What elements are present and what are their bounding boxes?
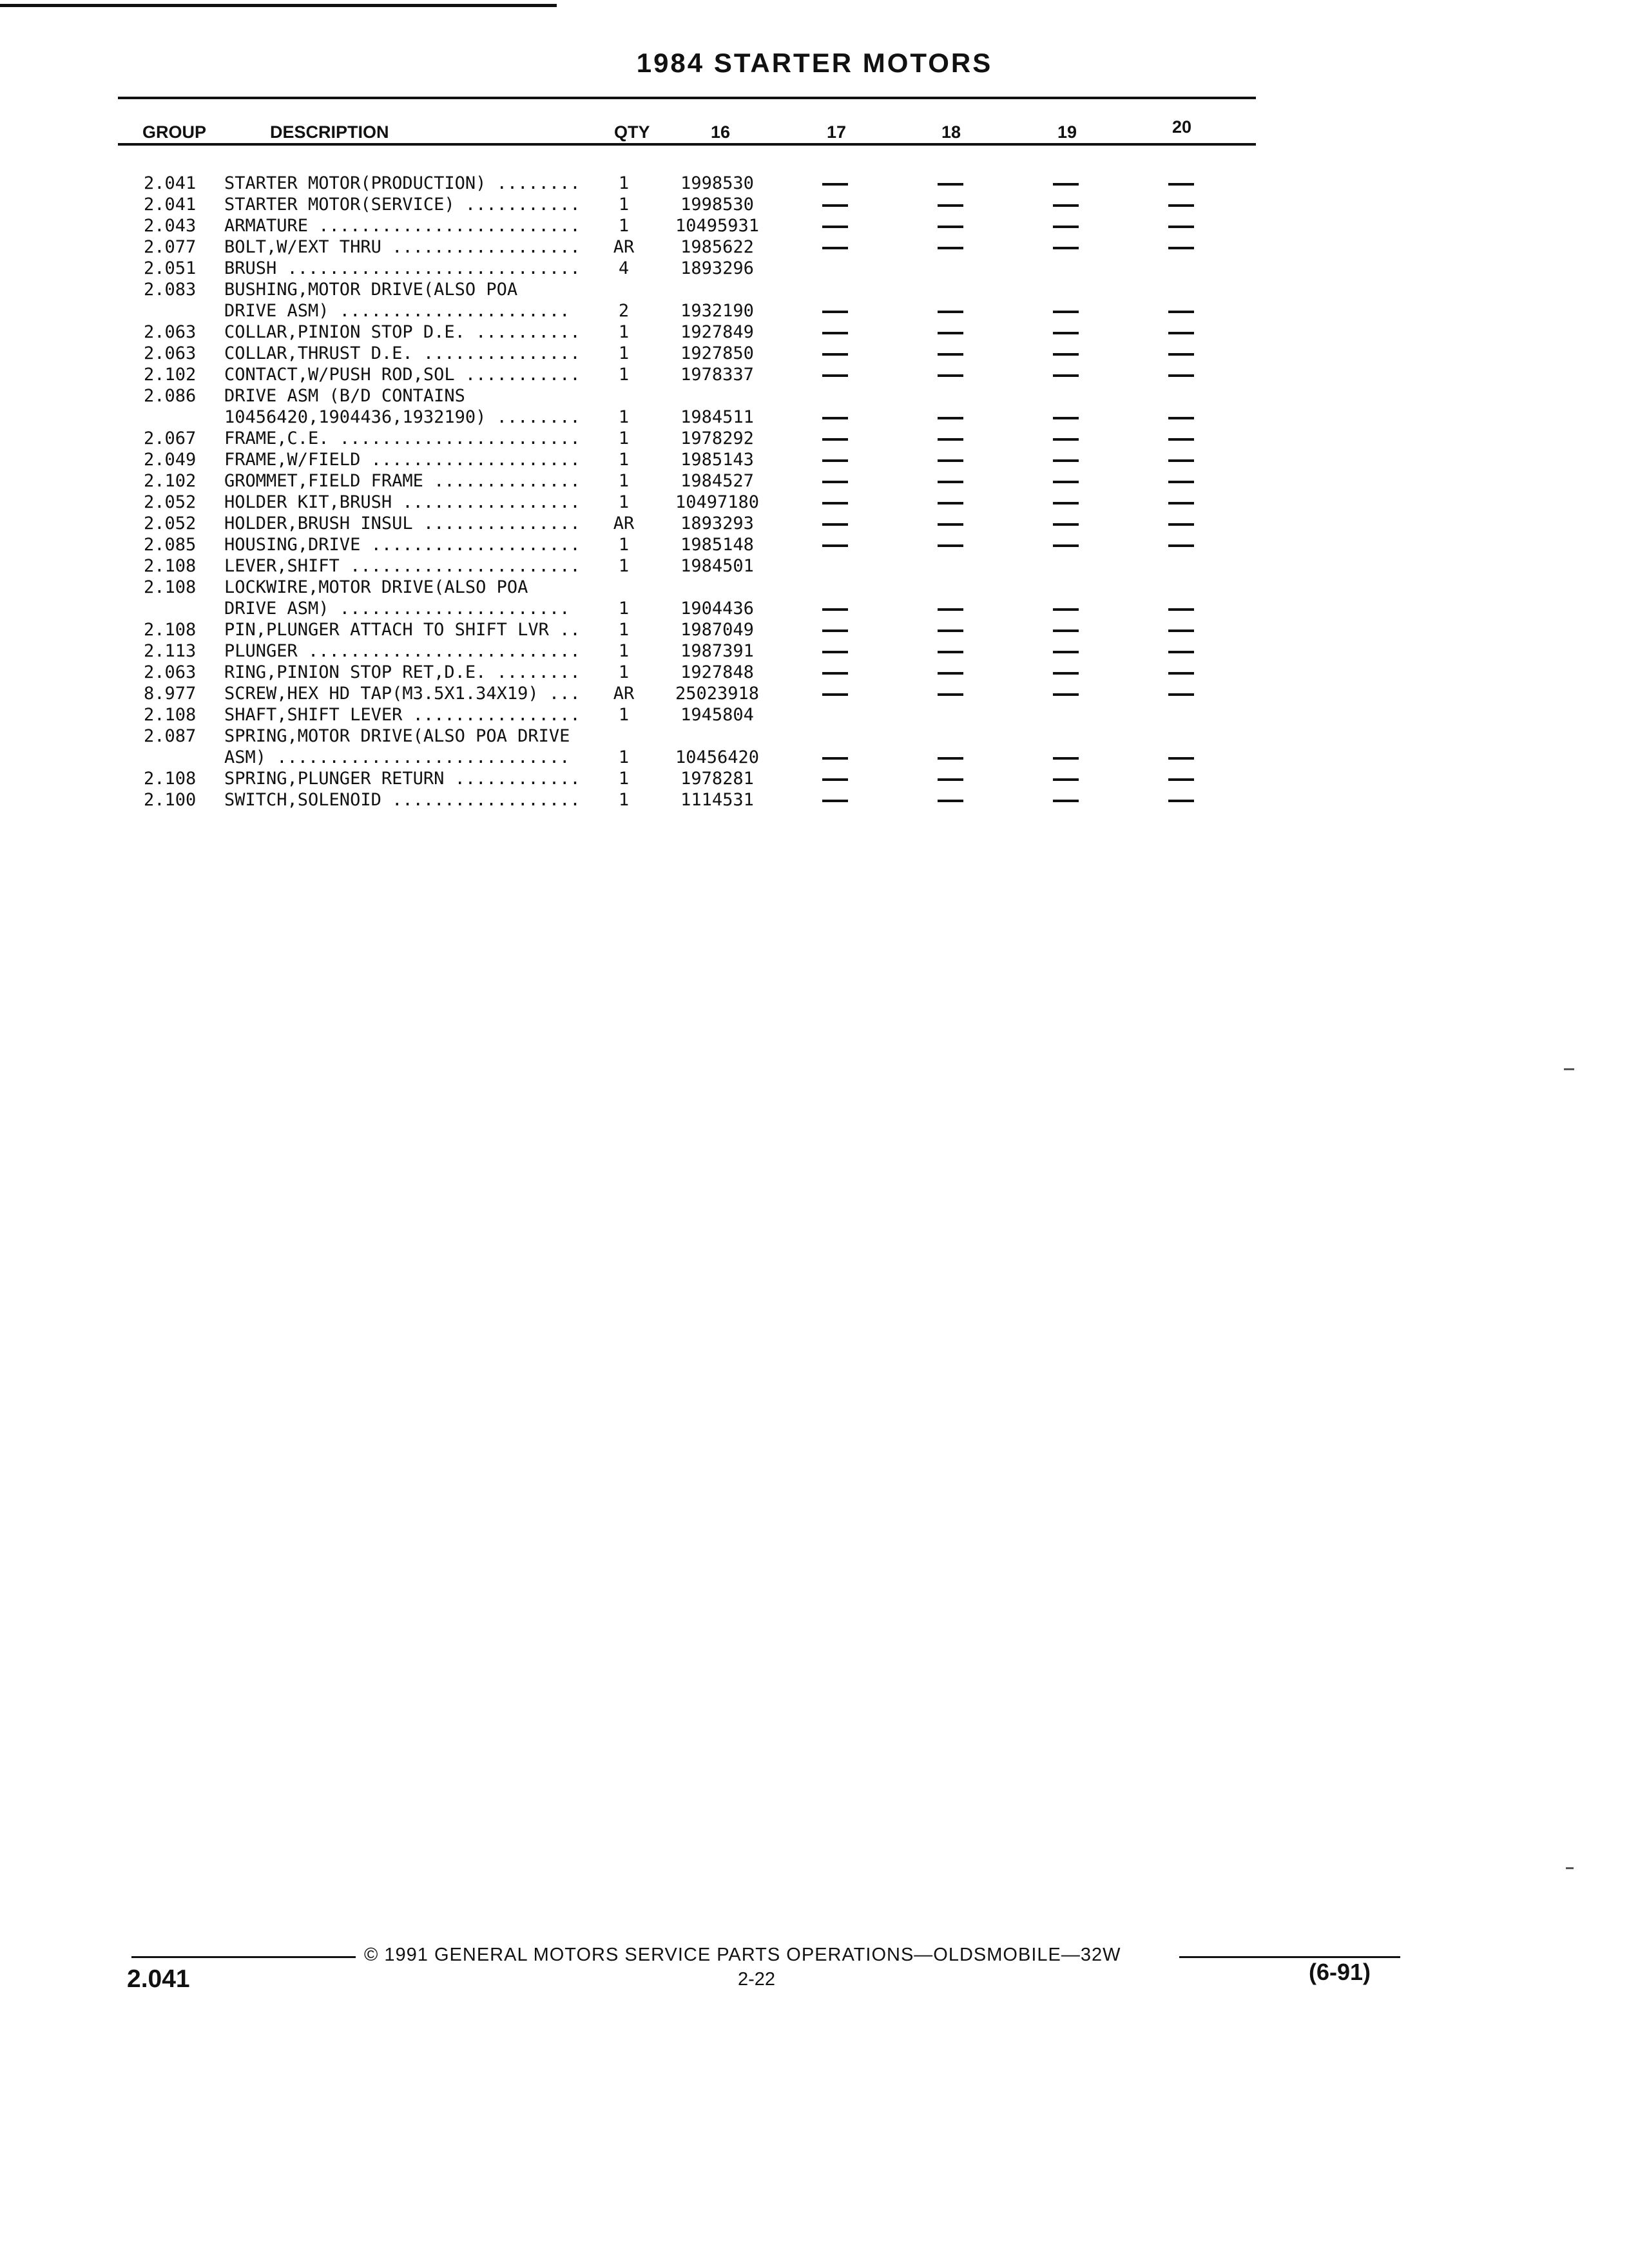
- description-cell: SHAFT,SHIFT LEVER ................: [224, 705, 581, 725]
- same-as-dash: [938, 417, 963, 419]
- same-as-dash: [938, 651, 963, 653]
- qty-cell: 1: [618, 471, 630, 491]
- table-row: [118, 215, 1256, 236]
- description-cell: BOLT,W/EXT THRU ..................: [224, 237, 581, 257]
- same-as-dash: [822, 247, 848, 249]
- revision-date: (6-91): [1309, 1959, 1371, 1985]
- qty-cell: 1: [618, 747, 630, 767]
- group-cell: 2.049: [144, 450, 197, 470]
- part-number-cell: 1893296: [680, 258, 754, 278]
- same-as-dash: [1168, 204, 1194, 207]
- group-cell: 2.108: [144, 769, 197, 789]
- same-as-dash: [822, 651, 848, 653]
- qty-cell: 1: [618, 492, 630, 512]
- same-as-dash: [1053, 608, 1079, 611]
- description-cell: LEVER,SHIFT ......................: [224, 556, 581, 576]
- same-as-dash: [822, 481, 848, 483]
- header-19: 19: [1057, 122, 1077, 142]
- part-number-cell: 10497180: [675, 492, 760, 512]
- table-row: [118, 640, 1256, 662]
- same-as-dash: [1168, 332, 1194, 334]
- scan-mark: [1566, 1867, 1574, 1869]
- table-row: [118, 300, 1256, 322]
- same-as-dash: [1168, 247, 1194, 249]
- qty-cell: 1: [618, 195, 630, 215]
- same-as-dash: [1053, 693, 1079, 696]
- same-as-dash: [822, 459, 848, 462]
- qty-cell: 1: [618, 365, 630, 385]
- header-16: 16: [711, 122, 731, 142]
- same-as-dash: [938, 502, 963, 505]
- description-cell: CONTACT,W/PUSH ROD,SOL ...........: [224, 365, 581, 385]
- same-as-dash: [1168, 481, 1194, 483]
- part-number-cell: 10495931: [675, 216, 760, 236]
- same-as-dash: [1168, 800, 1194, 802]
- page-number: 2-22: [738, 1969, 776, 1990]
- part-number-cell: 1984527: [680, 471, 754, 491]
- same-as-dash: [1053, 311, 1079, 313]
- description-cell: SWITCH,SOLENOID ..................: [224, 790, 581, 810]
- qty-cell: 1: [618, 620, 630, 640]
- same-as-dash: [822, 226, 848, 228]
- description-cell: RING,PINION STOP RET,D.E. ........: [224, 662, 581, 682]
- qty-cell: AR: [613, 684, 635, 704]
- same-as-dash: [938, 311, 963, 313]
- qty-cell: 1: [618, 662, 630, 682]
- qty-cell: 1: [618, 173, 630, 193]
- group-cell: 2.108: [144, 556, 197, 576]
- table-row: [118, 726, 1256, 747]
- table-row: [118, 236, 1256, 258]
- description-cell: ASM) ............................: [224, 747, 570, 767]
- group-cell: 2.041: [144, 195, 197, 215]
- description-cell: HOUSING,DRIVE ....................: [224, 535, 581, 555]
- same-as-dash: [822, 544, 848, 547]
- same-as-dash: [938, 247, 963, 249]
- description-cell: PLUNGER ..........................: [224, 641, 581, 661]
- same-as-dash: [822, 183, 848, 186]
- part-number-cell: 1927848: [680, 662, 754, 682]
- qty-cell: 1: [618, 322, 630, 342]
- part-number-cell: 10456420: [675, 747, 760, 767]
- group-cell: 2.063: [144, 322, 197, 342]
- same-as-dash: [822, 438, 848, 441]
- scan-mark: [1564, 1068, 1574, 1070]
- description-cell: DRIVE ASM (B/D CONTAINS: [224, 386, 465, 406]
- qty-cell: 1: [618, 790, 630, 810]
- same-as-dash: [822, 311, 848, 313]
- description-cell: COLLAR,PINION STOP D.E. ..........: [224, 322, 581, 342]
- part-number-cell: 1114531: [680, 790, 754, 810]
- same-as-dash: [938, 629, 963, 632]
- same-as-dash: [1053, 204, 1079, 207]
- same-as-dash: [938, 757, 963, 760]
- header-description: DESCRIPTION: [270, 122, 389, 142]
- part-number-cell: 1984511: [680, 407, 754, 427]
- same-as-dash: [1168, 778, 1194, 781]
- header-17: 17: [827, 122, 847, 142]
- same-as-dash: [822, 332, 848, 334]
- same-as-dash: [938, 693, 963, 696]
- same-as-dash: [1168, 183, 1194, 186]
- group-cell: 2.043: [144, 216, 197, 236]
- description-cell: STARTER MOTOR(SERVICE) ...........: [224, 195, 581, 215]
- footer-rule-right: [1179, 1956, 1400, 1958]
- qty-cell: 1: [618, 450, 630, 470]
- group-cell: 2.052: [144, 514, 197, 533]
- group-cell: 2.052: [144, 492, 197, 512]
- same-as-dash: [1168, 417, 1194, 419]
- description-cell: GROMMET,FIELD FRAME ..............: [224, 471, 581, 491]
- description-cell: SPRING,MOTOR DRIVE(ALSO POA DRIVE: [224, 726, 570, 746]
- header-18: 18: [941, 122, 961, 142]
- same-as-dash: [1053, 226, 1079, 228]
- same-as-dash: [1168, 523, 1194, 526]
- group-cell: 2.108: [144, 620, 197, 640]
- same-as-dash: [938, 544, 963, 547]
- table-row: [118, 662, 1256, 683]
- part-number-cell: 1985143: [680, 450, 754, 470]
- same-as-dash: [1053, 651, 1079, 653]
- same-as-dash: [938, 481, 963, 483]
- description-cell: DRIVE ASM) ......................: [224, 301, 570, 321]
- qty-cell: 1: [618, 705, 630, 725]
- same-as-dash: [1168, 608, 1194, 611]
- same-as-dash: [938, 459, 963, 462]
- group-cell: 2.063: [144, 343, 197, 363]
- table-row: [118, 683, 1256, 704]
- group-cell: 2.102: [144, 365, 197, 385]
- group-cell: 2.067: [144, 428, 197, 448]
- part-number-cell: 1978337: [680, 365, 754, 385]
- table-row: [118, 619, 1256, 640]
- part-number-cell: 1978281: [680, 769, 754, 789]
- same-as-dash: [1168, 544, 1194, 547]
- same-as-dash: [1168, 438, 1194, 441]
- group-cell: 2.108: [144, 705, 197, 725]
- same-as-dash: [1168, 502, 1194, 505]
- group-cell: 2.041: [144, 173, 197, 193]
- description-cell: COLLAR,THRUST D.E. ...............: [224, 343, 581, 363]
- same-as-dash: [1053, 544, 1079, 547]
- same-as-dash: [822, 353, 848, 356]
- group-cell: 2.085: [144, 535, 197, 555]
- qty-cell: 1: [618, 556, 630, 576]
- same-as-dash: [1053, 800, 1079, 802]
- table-row: [118, 364, 1256, 385]
- table-row: [118, 279, 1256, 300]
- part-number-cell: 1998530: [680, 195, 754, 215]
- same-as-dash: [1053, 523, 1079, 526]
- table-row: [118, 789, 1256, 811]
- same-as-dash: [1053, 374, 1079, 377]
- description-cell: SPRING,PLUNGER RETURN ............: [224, 769, 581, 789]
- qty-cell: 1: [618, 599, 630, 619]
- same-as-dash: [822, 800, 848, 802]
- same-as-dash: [1053, 183, 1079, 186]
- same-as-dash: [1053, 481, 1079, 483]
- same-as-dash: [938, 353, 963, 356]
- description-cell: PIN,PLUNGER ATTACH TO SHIFT LVR ..: [224, 620, 581, 640]
- description-cell: SCREW,HEX HD TAP(M3.5X1.34X19) ...: [224, 684, 581, 704]
- qty-cell: 4: [618, 258, 630, 278]
- table-row: [118, 343, 1256, 364]
- same-as-dash: [1168, 757, 1194, 760]
- table-row: [118, 747, 1256, 768]
- same-as-dash: [1168, 459, 1194, 462]
- part-number-cell: 25023918: [675, 684, 760, 704]
- description-cell: BUSHING,MOTOR DRIVE(ALSO POA: [224, 280, 518, 300]
- copyright-text: © 1991 GENERAL MOTORS SERVICE PARTS OPERATIONS—OLDSMOBILE—32W: [364, 1945, 1121, 1965]
- group-cell: 2.063: [144, 662, 197, 682]
- table-row: [118, 173, 1256, 194]
- same-as-dash: [1053, 247, 1079, 249]
- same-as-dash: [1053, 332, 1079, 334]
- description-cell: LOCKWIRE,MOTOR DRIVE(ALSO POA: [224, 577, 528, 597]
- part-number-cell: 1978292: [680, 428, 754, 448]
- same-as-dash: [1168, 353, 1194, 356]
- same-as-dash: [822, 417, 848, 419]
- group-cell: 2.077: [144, 237, 197, 257]
- description-cell: HOLDER KIT,BRUSH .................: [224, 492, 581, 512]
- qty-cell: 1: [618, 641, 630, 661]
- same-as-dash: [822, 693, 848, 696]
- same-as-dash: [1168, 374, 1194, 377]
- qty-cell: 1: [618, 343, 630, 363]
- top-rule: [0, 4, 557, 7]
- footer-rule-left: [131, 1956, 356, 1958]
- table-row: [118, 449, 1256, 470]
- same-as-dash: [1053, 353, 1079, 356]
- part-number-cell: 1945804: [680, 705, 754, 725]
- group-cell: 2.083: [144, 280, 197, 300]
- same-as-dash: [1053, 417, 1079, 419]
- part-number-cell: 1927849: [680, 322, 754, 342]
- table-top-rule: [118, 97, 1256, 99]
- part-number-cell: 1893293: [680, 514, 754, 533]
- description-cell: FRAME,W/FIELD ....................: [224, 450, 581, 470]
- qty-cell: AR: [613, 237, 635, 257]
- same-as-dash: [938, 438, 963, 441]
- same-as-dash: [938, 523, 963, 526]
- same-as-dash: [1168, 226, 1194, 228]
- same-as-dash: [1053, 672, 1079, 675]
- section-number: 2.041: [127, 1965, 190, 1993]
- same-as-dash: [1168, 651, 1194, 653]
- group-cell: 2.087: [144, 726, 197, 746]
- group-cell: 2.108: [144, 577, 197, 597]
- same-as-dash: [822, 523, 848, 526]
- header-20: 20: [1172, 117, 1192, 137]
- part-number-cell: 1998530: [680, 173, 754, 193]
- part-number-cell: 1985622: [680, 237, 754, 257]
- qty-cell: 1: [618, 407, 630, 427]
- group-cell: 2.051: [144, 258, 197, 278]
- same-as-dash: [1053, 438, 1079, 441]
- table-row: [118, 322, 1256, 343]
- table-row: [118, 534, 1256, 555]
- same-as-dash: [938, 226, 963, 228]
- group-cell: 8.977: [144, 684, 197, 704]
- same-as-dash: [938, 608, 963, 611]
- description-cell: FRAME,C.E. .......................: [224, 428, 581, 448]
- description-cell: BRUSH ............................: [224, 258, 581, 278]
- same-as-dash: [1168, 311, 1194, 313]
- description-cell: 10456420,1904436,1932190) ........: [224, 407, 581, 427]
- table-row: [118, 577, 1256, 598]
- table-row: [118, 704, 1256, 726]
- same-as-dash: [1168, 672, 1194, 675]
- same-as-dash: [938, 183, 963, 186]
- group-cell: 2.113: [144, 641, 197, 661]
- same-as-dash: [938, 204, 963, 207]
- same-as-dash: [822, 374, 848, 377]
- table-row: [118, 428, 1256, 449]
- same-as-dash: [1053, 629, 1079, 632]
- part-number-cell: 1932190: [680, 301, 754, 321]
- part-number-cell: 1987049: [680, 620, 754, 640]
- header-group: GROUP: [142, 122, 207, 142]
- table-row: [118, 555, 1256, 577]
- table-row: [118, 598, 1256, 619]
- table-row: [118, 258, 1256, 279]
- qty-cell: 1: [618, 535, 630, 555]
- table-header-rule: [118, 143, 1256, 146]
- group-cell: 2.102: [144, 471, 197, 491]
- part-number-cell: 1904436: [680, 599, 754, 619]
- description-cell: STARTER MOTOR(PRODUCTION) ........: [224, 173, 581, 193]
- description-cell: DRIVE ASM) ......................: [224, 599, 570, 619]
- same-as-dash: [1053, 757, 1079, 760]
- group-cell: 2.086: [144, 386, 197, 406]
- same-as-dash: [822, 757, 848, 760]
- part-number-cell: 1985148: [680, 535, 754, 555]
- table-row: [118, 407, 1256, 428]
- qty-cell: 1: [618, 428, 630, 448]
- header-qty: QTY: [614, 122, 650, 142]
- same-as-dash: [938, 672, 963, 675]
- same-as-dash: [938, 800, 963, 802]
- same-as-dash: [822, 672, 848, 675]
- page-title: 1984 STARTER MOTORS: [636, 48, 993, 78]
- part-number-cell: 1984501: [680, 556, 754, 576]
- same-as-dash: [938, 332, 963, 334]
- qty-cell: 1: [618, 769, 630, 789]
- same-as-dash: [822, 502, 848, 505]
- same-as-dash: [1053, 778, 1079, 781]
- qty-cell: AR: [613, 514, 635, 533]
- table-row: [118, 194, 1256, 215]
- same-as-dash: [822, 778, 848, 781]
- qty-cell: 1: [618, 216, 630, 236]
- table-row: [118, 513, 1256, 534]
- same-as-dash: [938, 374, 963, 377]
- table-row: [118, 470, 1256, 492]
- table-row: [118, 385, 1256, 407]
- same-as-dash: [938, 778, 963, 781]
- table-row: [118, 492, 1256, 513]
- description-cell: ARMATURE .........................: [224, 216, 581, 236]
- same-as-dash: [1168, 629, 1194, 632]
- part-number-cell: 1927850: [680, 343, 754, 363]
- qty-cell: 2: [618, 301, 630, 321]
- table-body: [118, 173, 1256, 811]
- group-cell: 2.100: [144, 790, 197, 810]
- same-as-dash: [822, 204, 848, 207]
- same-as-dash: [822, 629, 848, 632]
- same-as-dash: [822, 608, 848, 611]
- same-as-dash: [1168, 693, 1194, 696]
- part-number-cell: 1987391: [680, 641, 754, 661]
- description-cell: HOLDER,BRUSH INSUL ...............: [224, 514, 581, 533]
- same-as-dash: [1053, 459, 1079, 462]
- table-row: [118, 768, 1256, 789]
- same-as-dash: [1053, 502, 1079, 505]
